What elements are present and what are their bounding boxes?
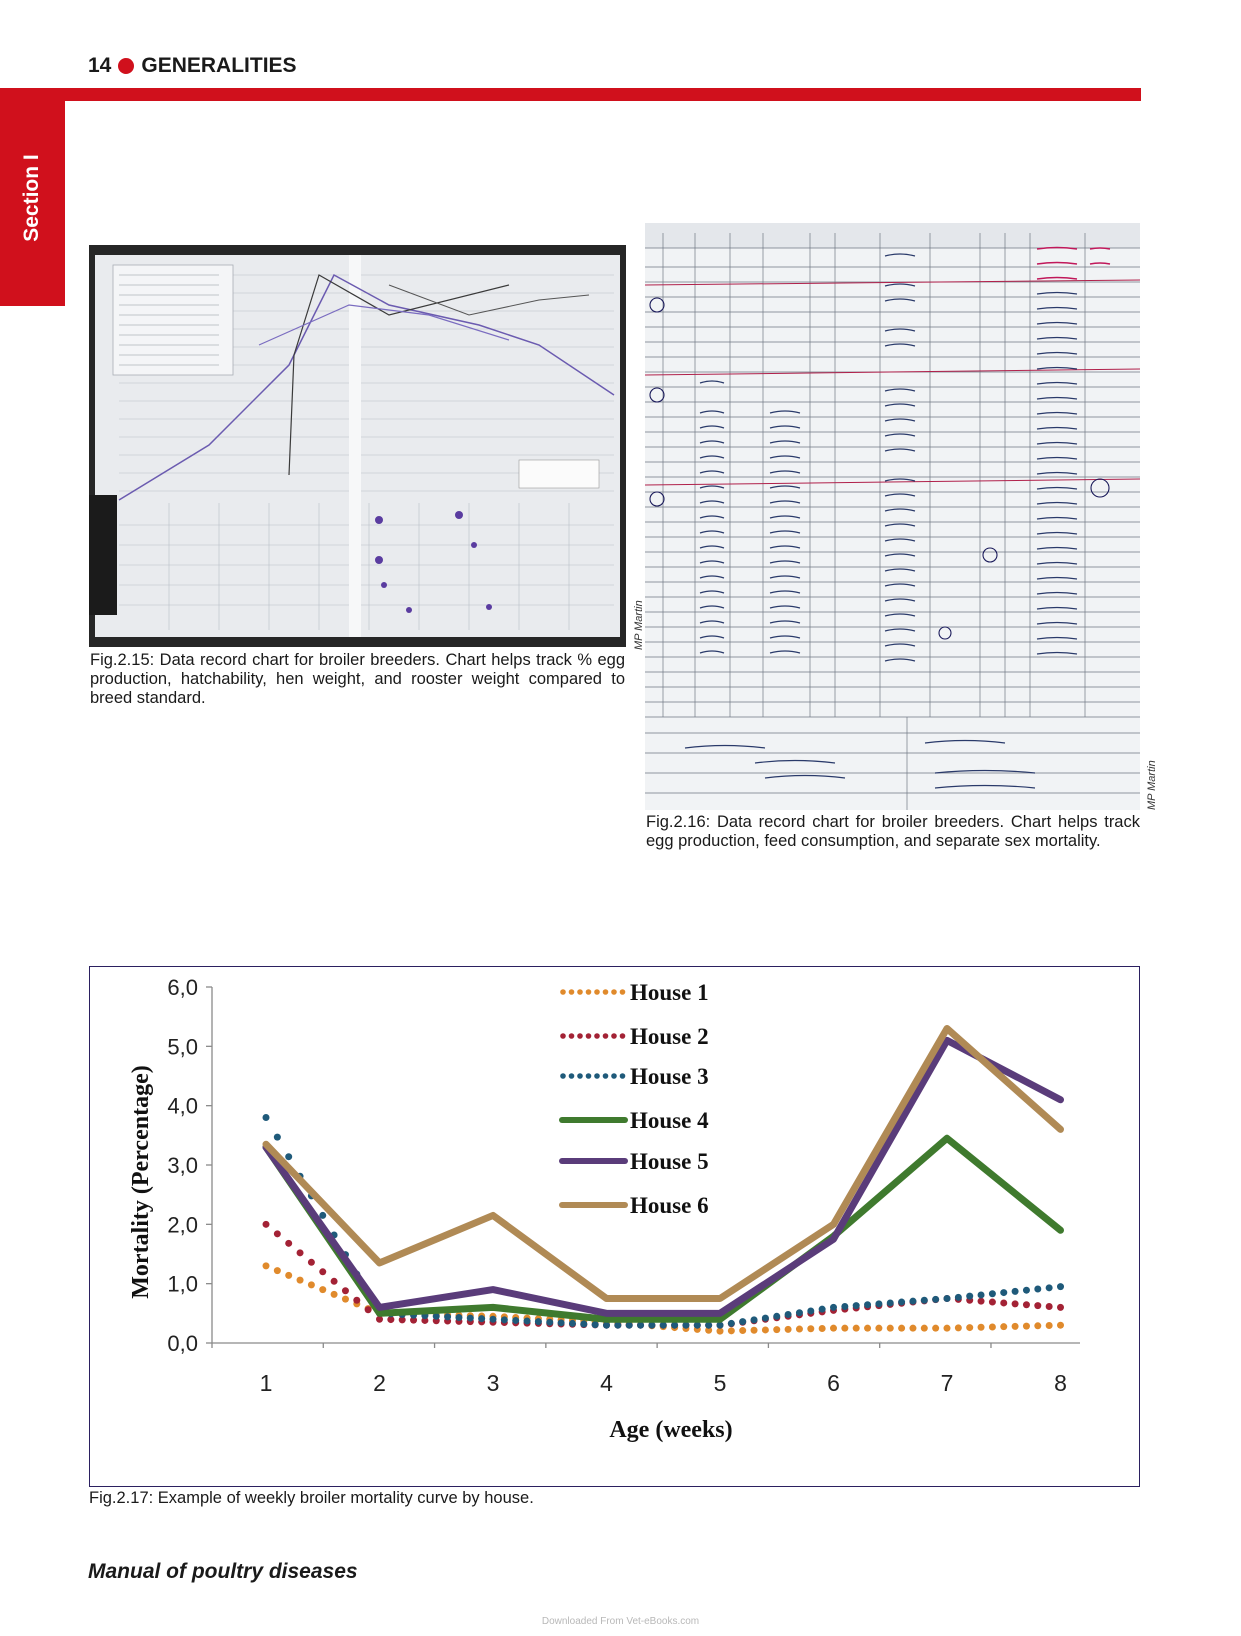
legend-swatch-dot [611, 989, 617, 995]
series-point [909, 1325, 916, 1332]
series-point [1012, 1300, 1019, 1307]
legend-label: House 6 [630, 1193, 709, 1218]
series-point [830, 1325, 837, 1332]
fig-2-15-photo [89, 245, 626, 647]
series-point [478, 1315, 485, 1322]
series-point [887, 1325, 894, 1332]
y-tick-label: 5,0 [167, 1034, 198, 1060]
series-point [830, 1304, 837, 1311]
legend-swatch-dot [603, 989, 609, 995]
legend-swatch-dot [603, 1073, 609, 1079]
series-point [1000, 1289, 1007, 1296]
legend-swatch-dot [620, 989, 626, 995]
series-point [978, 1324, 985, 1331]
legend-swatch-dot [577, 1033, 583, 1039]
series-point [853, 1325, 860, 1332]
page-number: 14 [88, 54, 112, 77]
series-point [853, 1302, 860, 1309]
series-point [875, 1325, 882, 1332]
red-dot-icon [118, 58, 134, 74]
series-point [1057, 1283, 1064, 1290]
series-point [319, 1286, 326, 1293]
legend-swatch-dot [560, 1033, 566, 1039]
legend-swatch-dot [577, 1073, 583, 1079]
series-point [966, 1293, 973, 1300]
series-point [807, 1307, 814, 1314]
series-point [728, 1320, 735, 1327]
legend-swatch-dot [620, 1073, 626, 1079]
mortality-line-chart [90, 967, 1139, 1486]
series-point [898, 1325, 905, 1332]
series-point [285, 1153, 292, 1160]
fig-2-15-caption: Fig.2.15: Data record chart for broiler breeders. Chart helps track % egg production, hatchability, hen weight, and rooster weight compared to breed standard. [90, 651, 625, 707]
series-point [569, 1320, 576, 1327]
series-point [342, 1287, 349, 1294]
series-point [921, 1325, 928, 1332]
mortality-chart-frame [89, 966, 1140, 1487]
y-tick-label: 1,0 [167, 1271, 198, 1297]
series-point [274, 1267, 281, 1274]
series-point [535, 1318, 542, 1325]
legend-label: House 2 [630, 1024, 709, 1049]
series-point [932, 1296, 939, 1303]
series-point [864, 1325, 871, 1332]
download-note: Downloaded From Vet-eBooks.com [541, 1616, 700, 1627]
fig-2-17-caption: Fig.2.17: Example of weekly broiler mortality curve by house. [89, 1489, 534, 1507]
series-point [1012, 1288, 1019, 1295]
series-point [285, 1272, 292, 1279]
x-tick-label: 8 [1054, 1370, 1067, 1396]
legend-swatch-dot [569, 989, 575, 995]
series-point [490, 1316, 497, 1323]
series-point [263, 1262, 270, 1269]
series-point [1023, 1301, 1030, 1308]
legend-swatch-dot [594, 1073, 600, 1079]
legend-swatch-dot [586, 1033, 592, 1039]
series-point [365, 1306, 372, 1313]
series-point [751, 1327, 758, 1334]
series-point [955, 1324, 962, 1331]
series-point [444, 1313, 451, 1320]
legend-swatch-dot [594, 1033, 600, 1039]
series-point [1023, 1287, 1030, 1294]
series-point [796, 1309, 803, 1316]
section-title: GENERALITIES [141, 54, 297, 77]
x-tick-label: 2 [373, 1370, 386, 1396]
legend-swatch-dot [586, 989, 592, 995]
series-point [1057, 1322, 1064, 1329]
series-point [875, 1300, 882, 1307]
series-point [308, 1259, 315, 1266]
series-point [739, 1318, 746, 1325]
broiler-breeder-chart-photo [89, 245, 626, 647]
series-point [796, 1326, 803, 1333]
legend-swatch-dot [620, 1033, 626, 1039]
series-point [887, 1299, 894, 1306]
series-point [728, 1327, 735, 1334]
series-point [944, 1325, 951, 1332]
x-tick-label: 5 [713, 1370, 727, 1396]
series-point [762, 1326, 769, 1333]
photo-credit-fig16: MP Martin [1146, 760, 1158, 810]
series-point [524, 1318, 531, 1325]
legend-swatch-dot [611, 1073, 617, 1079]
legend-swatch-dot [586, 1073, 592, 1079]
x-axis-title: Age (weeks) [609, 1417, 733, 1443]
series-point [1000, 1299, 1007, 1306]
fig-2-16-caption: Fig.2.16: Data record chart for broiler breeders. Chart helps track egg production, feed consumption, and separate sex mortality. [646, 813, 1140, 850]
series-point [989, 1299, 996, 1306]
legend-swatch-dot [560, 989, 566, 995]
series-point [297, 1249, 304, 1256]
y-tick-label: 0,0 [167, 1331, 198, 1356]
series-point [819, 1306, 826, 1313]
series-point [558, 1319, 565, 1326]
legend-swatch-dot [611, 1033, 617, 1039]
series-point [331, 1291, 338, 1298]
series-point [263, 1114, 270, 1121]
legend-swatch-dot [569, 1033, 575, 1039]
series-point [807, 1325, 814, 1332]
series-point [353, 1297, 360, 1304]
legend-label: House 5 [630, 1149, 709, 1174]
header-rule [0, 88, 1141, 101]
series-point [978, 1291, 985, 1298]
series-point [1034, 1322, 1041, 1329]
series-point [274, 1230, 281, 1237]
series-point [342, 1296, 349, 1303]
legend-swatch-dot [569, 1073, 575, 1079]
series-point [263, 1221, 270, 1228]
series-point [966, 1324, 973, 1331]
series-point [467, 1315, 474, 1322]
series-point [762, 1315, 769, 1322]
legend-label: House 3 [630, 1064, 709, 1089]
legend-swatch-dot [594, 989, 600, 995]
series-point [841, 1303, 848, 1310]
series-point [1012, 1323, 1019, 1330]
legend-swatch-dot [560, 1073, 566, 1079]
series-point [955, 1294, 962, 1301]
series-point [841, 1325, 848, 1332]
series-point [944, 1295, 951, 1302]
series-point [989, 1290, 996, 1297]
series-point [580, 1321, 587, 1328]
series-point [331, 1278, 338, 1285]
series-point [751, 1316, 758, 1323]
series-point [932, 1325, 939, 1332]
y-tick-label: 2,0 [167, 1212, 198, 1238]
data-record-sheet-photo [645, 223, 1140, 810]
y-tick-label: 4,0 [167, 1093, 198, 1119]
series-point [285, 1240, 292, 1247]
section-tab [0, 88, 65, 306]
series-point [1046, 1303, 1053, 1310]
x-tick-label: 3 [486, 1370, 500, 1396]
series-point [785, 1311, 792, 1318]
x-tick-label: 7 [940, 1370, 954, 1396]
series-point [909, 1298, 916, 1305]
series-point [739, 1327, 746, 1334]
series-point [785, 1326, 792, 1333]
legend-swatch-dot [603, 1033, 609, 1039]
series-point [297, 1277, 304, 1284]
series-point [921, 1297, 928, 1304]
x-tick-label: 6 [827, 1370, 840, 1396]
section-tab-label: Section I [20, 154, 43, 242]
series-point [1057, 1304, 1064, 1311]
series-point [1000, 1323, 1007, 1330]
series-point [1034, 1286, 1041, 1293]
series-point [512, 1317, 519, 1324]
series-point [319, 1268, 326, 1275]
photo-credit-fig15: MP Martin [633, 600, 645, 650]
series-point [546, 1319, 553, 1326]
y-tick-label: 6,0 [167, 975, 198, 1000]
series-point [898, 1299, 905, 1306]
series-point [773, 1326, 780, 1333]
series-point [1046, 1284, 1053, 1291]
series-point [455, 1314, 462, 1321]
series-point [308, 1281, 315, 1288]
series-point [989, 1323, 996, 1330]
series-point [1034, 1302, 1041, 1309]
series-point [864, 1301, 871, 1308]
series-point [773, 1313, 780, 1320]
x-tick-label: 1 [259, 1370, 273, 1396]
running-header [88, 54, 297, 78]
legend-label: House 4 [630, 1108, 709, 1133]
fig-2-16-photo [645, 223, 1140, 810]
legend-label: House 1 [630, 980, 709, 1005]
series-point [819, 1325, 826, 1332]
x-tick-label: 4 [600, 1370, 613, 1396]
y-tick-label: 3,0 [167, 1153, 198, 1178]
series-point [274, 1134, 281, 1141]
series-point [1046, 1322, 1053, 1329]
y-axis-title: Mortality (Percentage) [128, 1065, 154, 1299]
series-point [1023, 1323, 1030, 1330]
series-point [978, 1298, 985, 1305]
book-title: Manual of poultry diseases [88, 1560, 358, 1583]
legend-swatch-dot [577, 989, 583, 995]
series-point [592, 1321, 599, 1328]
series-point [501, 1316, 508, 1323]
